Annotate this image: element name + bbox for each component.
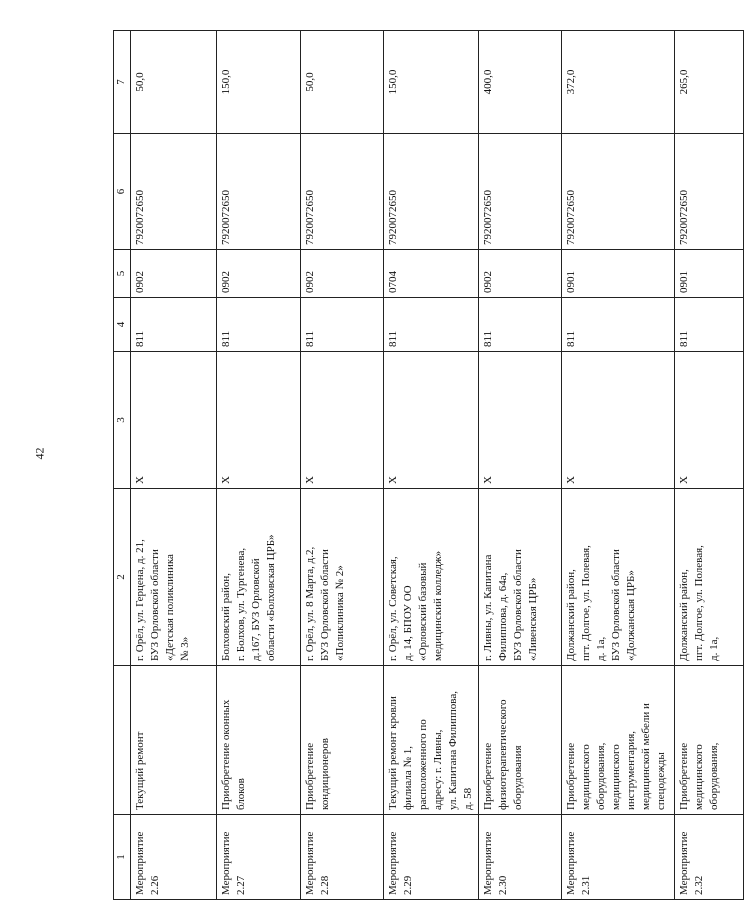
- mark-cell: Х: [217, 352, 301, 489]
- cell-line: Приобретение: [482, 742, 494, 810]
- budget-table: [113, 30, 744, 900]
- table-row: [479, 31, 562, 900]
- code-cell: 811: [479, 298, 562, 352]
- code-cell: 811: [217, 298, 301, 352]
- cell-line: БУЗ Орловской области: [512, 549, 524, 661]
- amount-cell: 372,0: [562, 31, 675, 134]
- amount-cell: 400,0: [479, 31, 562, 134]
- section-cell: 0704: [384, 250, 479, 298]
- cell-line: 2.27: [235, 875, 247, 895]
- header-cell: 1: [114, 815, 131, 900]
- target-cell: 7920072650: [384, 134, 479, 250]
- table-row: [131, 31, 217, 900]
- cell-line: д. 1а,: [595, 636, 607, 661]
- cell-line: «Должанская ЦРБ»: [625, 570, 637, 661]
- code-cell: 811: [301, 298, 384, 352]
- cell-line: оборудования,: [708, 742, 720, 810]
- section-cell: 0902: [131, 250, 217, 298]
- cell-line: г. Орёл, ул. Герцена, д. 21,: [134, 539, 146, 661]
- header-cell: 6: [114, 134, 131, 250]
- header-cell: [114, 666, 131, 815]
- cell-line: 2.29: [402, 875, 414, 895]
- cell-line: Текущий ремонт: [134, 731, 146, 810]
- cell-line: Текущий ремонт кровли: [387, 696, 399, 810]
- cell-line: Мероприятие: [482, 831, 494, 895]
- section-cell: 0901: [675, 250, 744, 298]
- budget-table-rotated: [113, 31, 720, 900]
- cell-line: Приобретение оконных: [220, 699, 232, 810]
- measure-cell: [675, 815, 744, 900]
- cell-line: расположенного по: [417, 719, 429, 810]
- cell-line: г. Орёл, ул. Советская,: [387, 556, 399, 661]
- measure-cell: [384, 815, 479, 900]
- mark-cell: Х: [479, 352, 562, 489]
- cell-line: 2.32: [693, 875, 705, 895]
- description-cell: [131, 666, 217, 815]
- cell-line: Приобретение: [565, 742, 577, 810]
- description-cell: [384, 666, 479, 815]
- cell-line: оборудования,: [595, 742, 607, 810]
- header-cell: 7: [114, 31, 131, 134]
- address-cell: [384, 489, 479, 666]
- amount-cell: 150,0: [384, 31, 479, 134]
- cell-line: БУЗ Орловской области: [319, 549, 331, 661]
- cell-line: Болховский район,: [220, 572, 232, 661]
- target-cell: 7920072650: [479, 134, 562, 250]
- amount-cell: 150,0: [217, 31, 301, 134]
- cell-line: области «Болховская ЦРБ»: [265, 534, 277, 661]
- cell-line: № 3»: [179, 636, 191, 661]
- cell-line: Мероприятие: [565, 831, 577, 895]
- measure-cell: [131, 815, 217, 900]
- amount-cell: 265,0: [675, 31, 744, 134]
- mark-cell: Х: [301, 352, 384, 489]
- description-cell: [479, 666, 562, 815]
- cell-line: БУЗ Орловской области: [149, 549, 161, 661]
- cell-line: медицинский колледж»: [432, 550, 444, 661]
- cell-line: «Поликлиника № 2»: [334, 565, 346, 661]
- cell-line: д. 1а,: [708, 636, 720, 661]
- header-cell: 5: [114, 250, 131, 298]
- cell-line: Мероприятие: [387, 831, 399, 895]
- code-cell: 811: [675, 298, 744, 352]
- cell-line: Мероприятие: [304, 831, 316, 895]
- description-cell: [301, 666, 384, 815]
- cell-line: 2.31: [580, 875, 592, 895]
- cell-line: Мероприятие: [134, 831, 146, 895]
- table-row: [384, 31, 479, 900]
- cell-line: д. 58: [462, 787, 474, 810]
- target-cell: 7920072650: [562, 134, 675, 250]
- cell-line: ул. Капитана Филиппова,: [447, 691, 459, 810]
- cell-line: БУЗ Орловской области: [610, 549, 622, 661]
- measure-cell: [562, 815, 675, 900]
- section-cell: 0902: [217, 250, 301, 298]
- measure-cell: [301, 815, 384, 900]
- code-cell: 811: [131, 298, 217, 352]
- section-cell: 0902: [301, 250, 384, 298]
- measure-cell: [217, 815, 301, 900]
- page-number: 42: [32, 447, 47, 459]
- cell-line: Мероприятие: [678, 831, 690, 895]
- address-cell: [562, 489, 675, 666]
- cell-line: «Детская поликлиника: [164, 554, 176, 661]
- target-cell: 7920072650: [301, 134, 384, 250]
- amount-cell: 50,0: [131, 31, 217, 134]
- cell-line: 2.26: [149, 875, 161, 895]
- cell-line: «Ливенская ЦРБ»: [527, 577, 539, 661]
- address-cell: [301, 489, 384, 666]
- cell-line: г. Болхов, ул. Тургенева,: [235, 547, 247, 661]
- cell-line: медицинского: [580, 744, 592, 810]
- table-row: [217, 31, 301, 900]
- cell-line: медицинской мебели и: [640, 703, 652, 810]
- mark-cell: Х: [562, 352, 675, 489]
- description-cell: [217, 666, 301, 815]
- header-cell: 2: [114, 489, 131, 666]
- cell-line: пгт. Долгое, ул. Полевая,: [580, 545, 592, 661]
- cell-line: медицинского: [610, 744, 622, 810]
- section-cell: 0902: [479, 250, 562, 298]
- table-row: [301, 31, 384, 900]
- cell-line: Филиппова, д. 64а,: [497, 572, 509, 661]
- cell-line: 2.30: [497, 875, 509, 895]
- cell-line: оборудования: [512, 745, 524, 810]
- cell-line: Мероприятие: [220, 831, 232, 895]
- target-cell: 7920072650: [131, 134, 217, 250]
- description-cell: [562, 666, 675, 815]
- address-cell: [479, 489, 562, 666]
- cell-line: блоков: [235, 778, 247, 810]
- cell-line: Должанский район,: [678, 569, 690, 661]
- header-row: [114, 31, 131, 900]
- address-cell: [217, 489, 301, 666]
- cell-line: г. Орёл, ул. 8 Марта, д.2,: [304, 546, 316, 661]
- cell-line: физиотерапевтического: [497, 699, 509, 810]
- target-cell: 7920072650: [675, 134, 744, 250]
- cell-line: филиала № 1,: [402, 746, 414, 810]
- mark-cell: Х: [131, 352, 217, 489]
- mark-cell: Х: [675, 352, 744, 489]
- measure-cell: [479, 815, 562, 900]
- code-cell: 811: [562, 298, 675, 352]
- table-row: [675, 31, 744, 900]
- cell-line: «Орловский базовый: [417, 562, 429, 661]
- cell-line: спецодежды: [655, 752, 667, 810]
- cell-line: д. 14, БПОУ ОО: [402, 585, 414, 661]
- cell-line: адресу: г. Ливны,: [432, 729, 444, 810]
- cell-line: 2.28: [319, 875, 331, 895]
- cell-line: пгт. Долгое, ул. Полевая,: [693, 545, 705, 661]
- description-cell: [675, 666, 744, 815]
- target-cell: 7920072650: [217, 134, 301, 250]
- code-cell: 811: [384, 298, 479, 352]
- cell-line: Приобретение: [678, 742, 690, 810]
- cell-line: кондиционеров: [319, 738, 331, 810]
- address-cell: [131, 489, 217, 666]
- section-cell: 0901: [562, 250, 675, 298]
- mark-cell: Х: [384, 352, 479, 489]
- cell-line: д.167, БУЗ Орловской: [250, 558, 262, 661]
- cell-line: г. Ливны, ул. Капитана: [482, 554, 494, 661]
- header-cell: 4: [114, 298, 131, 352]
- cell-line: Приобретение: [304, 742, 316, 810]
- address-cell: [675, 489, 744, 666]
- cell-line: инструментария,: [625, 730, 637, 810]
- header-cell: 3: [114, 352, 131, 489]
- table-row: [562, 31, 675, 900]
- cell-line: Должанский район,: [565, 569, 577, 661]
- amount-cell: 50,0: [301, 31, 384, 134]
- cell-line: медицинского: [693, 744, 705, 810]
